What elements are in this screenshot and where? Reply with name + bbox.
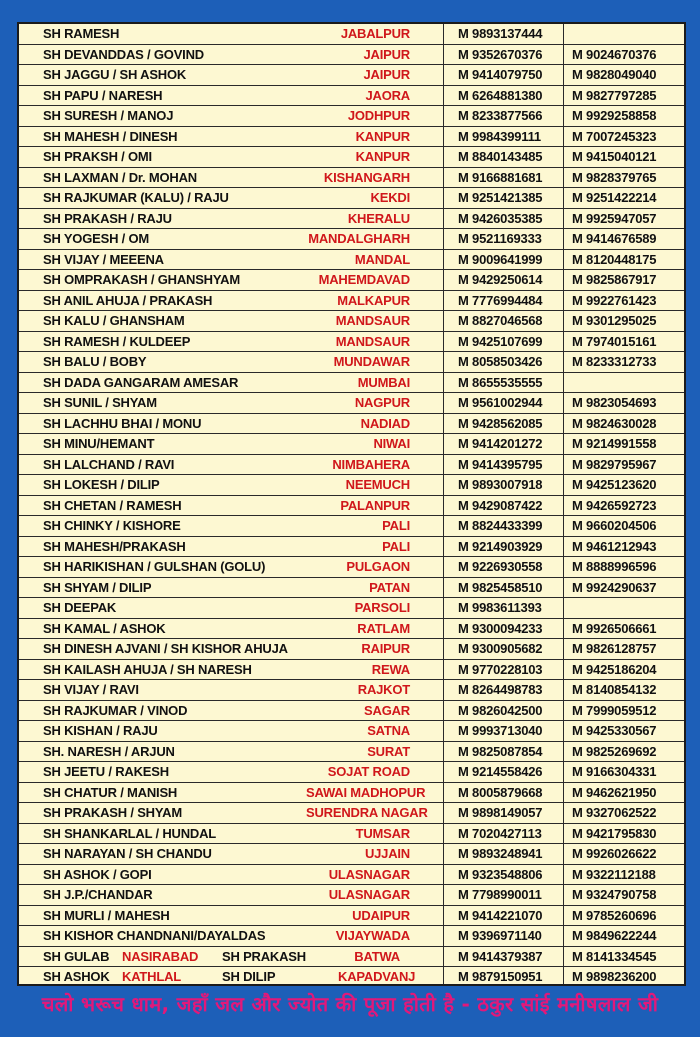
mobile-number-1: M 9893137444 xyxy=(444,24,564,44)
mobile-number-2: M 9301295025 xyxy=(564,311,685,332)
mobile-number-1: M 9166881681 xyxy=(444,167,564,188)
contact-name: SH DEVANDDAS / GOVIND xyxy=(19,44,302,65)
mobile-number-1: M 9300094233 xyxy=(444,618,564,639)
table-row xyxy=(19,167,684,188)
mobile-number-2: M 9825867917 xyxy=(564,270,685,291)
contact-name: SH KISHAN / RAJU xyxy=(19,721,302,742)
contact-city: SATNA xyxy=(302,721,444,742)
table-row xyxy=(19,782,684,803)
contact-city: NADIAD xyxy=(302,413,444,434)
mobile-number-1: M 9414201272 xyxy=(444,434,564,455)
mobile-number-2: M 9214991558 xyxy=(564,434,685,455)
contact-name: SH RAMESH / KULDEEP xyxy=(19,331,302,352)
contact-name: SH SUNIL / SHYAM xyxy=(19,393,302,414)
mobile-number-2: M 9414676589 xyxy=(564,229,685,250)
mobile-number-2: M 9828379765 xyxy=(564,167,685,188)
mobile-number-1: M 9898149057 xyxy=(444,803,564,824)
mobile-number-2: M 9929258858 xyxy=(564,106,685,127)
contact-name: SH JAGGU / SH ASHOK xyxy=(19,65,302,86)
contact-name: SH MAHESH/PRAKASH xyxy=(19,536,302,557)
table-row xyxy=(19,270,684,291)
table-row xyxy=(19,905,684,926)
contact-name: SH MAHESH / DINESH xyxy=(19,126,302,147)
table-row xyxy=(19,331,684,352)
contact-name: SH CHINKY / KISHORE xyxy=(19,516,302,537)
table-row xyxy=(19,700,684,721)
contact-name: SH ASHOK / GOPI xyxy=(19,864,302,885)
contact-city: MUNDAWAR xyxy=(302,352,444,373)
table-row xyxy=(19,65,684,86)
table-row xyxy=(19,844,684,865)
mobile-number-1: M 9429087422 xyxy=(444,495,564,516)
mobile-number-1: M 9414379387 xyxy=(444,946,564,967)
table-row-combined xyxy=(19,967,684,987)
contact-name: SH DILIP xyxy=(222,969,276,985)
mobile-number-1: M 9825458510 xyxy=(444,577,564,598)
table-row xyxy=(19,229,684,250)
contact-name: SH CHATUR / MANISH xyxy=(19,782,302,803)
mobile-number-2: M 9461212943 xyxy=(564,536,685,557)
mobile-number-2: M 8233312733 xyxy=(564,352,685,373)
mobile-number-1: M 8840143485 xyxy=(444,147,564,168)
table-row xyxy=(19,721,684,742)
mobile-number-2: M 9415040121 xyxy=(564,147,685,168)
contact-city: REWA xyxy=(302,659,444,680)
mobile-number-1: M 9984399111 xyxy=(444,126,564,147)
contact-city: JABALPUR xyxy=(302,24,444,44)
mobile-number-1: M 8827046568 xyxy=(444,311,564,332)
mobile-number-1: M 9352670376 xyxy=(444,44,564,65)
mobile-number-2: M 9823054693 xyxy=(564,393,685,414)
table-row xyxy=(19,536,684,557)
contact-table xyxy=(19,24,684,986)
contact-city: NIMBAHERA xyxy=(302,454,444,475)
contact-name: SH VIJAY / MEEENA xyxy=(19,249,302,270)
contact-city: JAORA xyxy=(302,85,444,106)
mobile-number-1: M 9414079750 xyxy=(444,65,564,86)
contact-name: SH PRAKASH xyxy=(222,948,306,964)
mobile-number-1: M 9300905682 xyxy=(444,639,564,660)
table-row xyxy=(19,372,684,393)
mobile-number-2: M 9322112188 xyxy=(564,864,685,885)
mobile-number-2: M 9425186204 xyxy=(564,659,685,680)
table-row xyxy=(19,659,684,680)
mobile-number-2: M 9824630028 xyxy=(564,413,685,434)
contact-name: SH J.P./CHANDAR xyxy=(19,885,302,906)
table-row xyxy=(19,864,684,885)
contact-city: MALKAPUR xyxy=(302,290,444,311)
contact-city: JAIPUR xyxy=(302,44,444,65)
contact-city: UDAIPUR xyxy=(302,905,444,926)
contact-city: ULASNAGAR xyxy=(302,864,444,885)
contact-name: SH SURESH / MANOJ xyxy=(19,106,302,127)
mobile-number-2 xyxy=(564,598,685,619)
table-row xyxy=(19,24,684,44)
mobile-number-1: M 7776994484 xyxy=(444,290,564,311)
mobile-number-1: M 9826042500 xyxy=(444,700,564,721)
table-row xyxy=(19,823,684,844)
mobile-number-2: M 8141334545 xyxy=(564,946,685,967)
mobile-number-1: M 8058503426 xyxy=(444,352,564,373)
mobile-number-2: M 9425330567 xyxy=(564,721,685,742)
contact-city: MANDALGHARH xyxy=(302,229,444,250)
contact-name: SH JEETU / RAKESH xyxy=(19,762,302,783)
contact-city: RAIPUR xyxy=(302,639,444,660)
mobile-number-2: M 9327062522 xyxy=(564,803,685,824)
mobile-number-2: M 9251422214 xyxy=(564,188,685,209)
contact-city: RAJKOT xyxy=(302,680,444,701)
mobile-number-2: M 9829795967 xyxy=(564,454,685,475)
table-row xyxy=(19,557,684,578)
contact-name: SH. NARESH / ARJUN xyxy=(19,741,302,762)
contact-name: SH RAJKUMAR (KALU) / RAJU xyxy=(19,188,302,209)
table-row xyxy=(19,311,684,332)
table-row xyxy=(19,618,684,639)
mobile-number-2: M 9660204506 xyxy=(564,516,685,537)
contact-city: BATWA xyxy=(354,948,400,964)
mobile-number-1: M 8824433399 xyxy=(444,516,564,537)
mobile-number-2: M 9924290637 xyxy=(564,577,685,598)
contact-city: SURENDRA NAGAR xyxy=(302,803,444,824)
mobile-number-1: M 9521169333 xyxy=(444,229,564,250)
table-row xyxy=(19,126,684,147)
table-row xyxy=(19,516,684,537)
table-row xyxy=(19,495,684,516)
contact-city: JODHPUR xyxy=(302,106,444,127)
table-row xyxy=(19,475,684,496)
mobile-number-1: M 9226930558 xyxy=(444,557,564,578)
mobile-number-1: M 9893007918 xyxy=(444,475,564,496)
contact-name: SH NARAYAN / SH CHANDU xyxy=(19,844,302,865)
contact-name: SH PAPU / NARESH xyxy=(19,85,302,106)
mobile-number-2: M 9421795830 xyxy=(564,823,685,844)
contact-city: KISHANGARH xyxy=(302,167,444,188)
mobile-number-1: M 9214903929 xyxy=(444,536,564,557)
contact-city: JAIPUR xyxy=(302,65,444,86)
contact-name: SH VIJAY / RAVI xyxy=(19,680,302,701)
mobile-number-2: M 9166304331 xyxy=(564,762,685,783)
table-row xyxy=(19,454,684,475)
contact-name: SH DINESH AJVANI / SH KISHOR AHUJA xyxy=(19,639,302,660)
contact-city: MUMBAI xyxy=(302,372,444,393)
table-row xyxy=(19,352,684,373)
mobile-number-1: M 9893248941 xyxy=(444,844,564,865)
contact-city: MAHEMDAVAD xyxy=(302,270,444,291)
contact-name: SH PRAKASH / RAJU xyxy=(19,208,302,229)
table-row xyxy=(19,803,684,824)
mobile-number-1: M 9561002944 xyxy=(444,393,564,414)
mobile-number-2: M 7007245323 xyxy=(564,126,685,147)
contact-city: NAGPUR xyxy=(302,393,444,414)
mobile-number-2: M 9324790758 xyxy=(564,885,685,906)
table-row xyxy=(19,413,684,434)
table-row xyxy=(19,741,684,762)
mobile-number-2: M 7974015161 xyxy=(564,331,685,352)
table-row xyxy=(19,44,684,65)
combined-contacts-cell xyxy=(19,967,444,987)
contact-name: SH GULAB xyxy=(43,948,110,964)
contact-name: SH HARIKISHAN / GULSHAN (GOLU) xyxy=(19,557,302,578)
table-row-combined xyxy=(19,946,684,967)
contact-name: SH LALCHAND / RAVI xyxy=(19,454,302,475)
table-row xyxy=(19,393,684,414)
contact-city: PULGAON xyxy=(302,557,444,578)
table-row xyxy=(19,147,684,168)
mobile-number-1: M 8264498783 xyxy=(444,680,564,701)
mobile-number-1: M 9396971140 xyxy=(444,926,564,947)
table-row xyxy=(19,85,684,106)
contact-name: SH MINU/HEMANT xyxy=(19,434,302,455)
mobile-number-2: M 9826128757 xyxy=(564,639,685,660)
mobile-number-1: M 9323548806 xyxy=(444,864,564,885)
contact-name: SH RAJKUMAR / VINOD xyxy=(19,700,302,721)
contact-city: PATAN xyxy=(302,577,444,598)
mobile-number-2: M 9462621950 xyxy=(564,782,685,803)
contact-name: SH KAILASH AHUJA / SH NARESH xyxy=(19,659,302,680)
contact-city: NEEMUCH xyxy=(302,475,444,496)
contact-name: SH ASHOK xyxy=(43,969,110,985)
contact-city: MANDSAUR xyxy=(302,311,444,332)
mobile-number-2: M 9825269692 xyxy=(564,741,685,762)
contact-name: SH ANIL AHUJA / PRAKASH xyxy=(19,290,302,311)
contact-city: NASIRABAD xyxy=(122,948,199,964)
contact-name: SH MURLI / MAHESH xyxy=(19,905,302,926)
mobile-number-2: M 8140854132 xyxy=(564,680,685,701)
mobile-number-2: M 8888996596 xyxy=(564,557,685,578)
contact-name: SH KISHOR CHANDNANI/DAYALDAS xyxy=(19,926,302,947)
table-row xyxy=(19,188,684,209)
mobile-number-1: M 9414395795 xyxy=(444,454,564,475)
mobile-number-2: M 9426592723 xyxy=(564,495,685,516)
mobile-number-1: M 7020427113 xyxy=(444,823,564,844)
contact-name: SH BALU / BOBY xyxy=(19,352,302,373)
contact-name: SH YOGESH / OM xyxy=(19,229,302,250)
mobile-number-1: M 9825087854 xyxy=(444,741,564,762)
mobile-number-1: M 9879150951 xyxy=(444,967,564,987)
contact-city: ULASNAGAR xyxy=(302,885,444,906)
table-row xyxy=(19,290,684,311)
mobile-number-2: M 9922761423 xyxy=(564,290,685,311)
contact-city: KANPUR xyxy=(302,126,444,147)
contact-city: KHERALU xyxy=(302,208,444,229)
contact-name: SH SHANKARLAL / HUNDAL xyxy=(19,823,302,844)
mobile-number-1: M 9214558426 xyxy=(444,762,564,783)
mobile-number-2: M 9828049040 xyxy=(564,65,685,86)
mobile-number-2: M 8120448175 xyxy=(564,249,685,270)
contact-city: SOJAT ROAD xyxy=(302,762,444,783)
contact-city: PARSOLI xyxy=(302,598,444,619)
table-row xyxy=(19,208,684,229)
contact-name: SH PRAKSH / OMI xyxy=(19,147,302,168)
contact-name: SH CHETAN / RAMESH xyxy=(19,495,302,516)
combined-contacts xyxy=(19,947,443,966)
contact-city: PALANPUR xyxy=(302,495,444,516)
mobile-number-2: M 9425123620 xyxy=(564,475,685,496)
contact-name: SH LOKESH / DILIP xyxy=(19,475,302,496)
table-row xyxy=(19,762,684,783)
contact-city: SAWAI MADHOPUR xyxy=(302,782,444,803)
contact-city: KEKDI xyxy=(302,188,444,209)
contact-name: SH PRAKASH / SHYAM xyxy=(19,803,302,824)
contact-name: SH KAMAL / ASHOK xyxy=(19,618,302,639)
contact-city: PALI xyxy=(302,536,444,557)
contact-city: KATHLAL xyxy=(122,969,182,985)
table-row xyxy=(19,598,684,619)
mobile-number-1: M 9428562085 xyxy=(444,413,564,434)
mobile-number-1: M 9993713040 xyxy=(444,721,564,742)
mobile-number-1: M 9414221070 xyxy=(444,905,564,926)
table-row xyxy=(19,680,684,701)
contact-name: SH DADA GANGARAM AMESAR xyxy=(19,372,302,393)
mobile-number-1: M 8005879668 xyxy=(444,782,564,803)
footer-slogan: चलो भरूच धाम, जहाँ जल और ज्योत की पूजा होती है - ठकुर सांई मनीषलाल जी xyxy=(41,992,659,1016)
mobile-number-2 xyxy=(564,372,685,393)
contact-city: MANDSAUR xyxy=(302,331,444,352)
contact-city: TUMSAR xyxy=(302,823,444,844)
mobile-number-1: M 9425107699 xyxy=(444,331,564,352)
mobile-number-2: M 9926026622 xyxy=(564,844,685,865)
mobile-number-1: M 9983611393 xyxy=(444,598,564,619)
contact-city: NIWAI xyxy=(302,434,444,455)
contact-name: SH KALU / GHANSHAM xyxy=(19,311,302,332)
contact-name: SH RAMESH xyxy=(19,24,302,44)
table-row xyxy=(19,926,684,947)
combined-contacts xyxy=(19,967,443,986)
contact-name: SH LAXMAN / Dr. MOHAN xyxy=(19,167,302,188)
contact-city: KANPUR xyxy=(302,147,444,168)
mobile-number-1: M 9770228103 xyxy=(444,659,564,680)
mobile-number-1: M 9429250614 xyxy=(444,270,564,291)
mobile-number-1: M 6264881380 xyxy=(444,85,564,106)
contact-city: KAPADVANJ xyxy=(338,969,416,985)
mobile-number-2 xyxy=(564,24,685,44)
contact-city: MANDAL xyxy=(302,249,444,270)
contact-directory-panel xyxy=(17,22,686,986)
contact-city: SURAT xyxy=(302,741,444,762)
mobile-number-2: M 9785260696 xyxy=(564,905,685,926)
mobile-number-2: M 9849622244 xyxy=(564,926,685,947)
mobile-number-1: M 8655535555 xyxy=(444,372,564,393)
table-row xyxy=(19,577,684,598)
contact-name: SH LACHHU BHAI / MONU xyxy=(19,413,302,434)
contact-city: UJJAIN xyxy=(302,844,444,865)
mobile-number-1: M 9251421385 xyxy=(444,188,564,209)
contact-city: PALI xyxy=(302,516,444,537)
mobile-number-2: M 7999059512 xyxy=(564,700,685,721)
mobile-number-1: M 9426035385 xyxy=(444,208,564,229)
mobile-number-1: M 7798990011 xyxy=(444,885,564,906)
mobile-number-2: M 9898236200 xyxy=(564,967,685,987)
table-row xyxy=(19,249,684,270)
mobile-number-2: M 9926506661 xyxy=(564,618,685,639)
mobile-number-1: M 9009641999 xyxy=(444,249,564,270)
contact-city: VIJAYWADA xyxy=(302,926,444,947)
mobile-number-2: M 9925947057 xyxy=(564,208,685,229)
contact-name: SH SHYAM / DILIP xyxy=(19,577,302,598)
contact-city: SAGAR xyxy=(302,700,444,721)
table-row xyxy=(19,639,684,660)
table-row xyxy=(19,106,684,127)
contact-city: RATLAM xyxy=(302,618,444,639)
contact-name: SH DEEPAK xyxy=(19,598,302,619)
contact-name: SH OMPRAKASH / GHANSHYAM xyxy=(19,270,302,291)
table-row xyxy=(19,885,684,906)
mobile-number-2: M 9024670376 xyxy=(564,44,685,65)
mobile-number-2: M 9827797285 xyxy=(564,85,685,106)
table-row xyxy=(19,434,684,455)
mobile-number-1: M 8233877566 xyxy=(444,106,564,127)
combined-contacts-cell xyxy=(19,946,444,967)
